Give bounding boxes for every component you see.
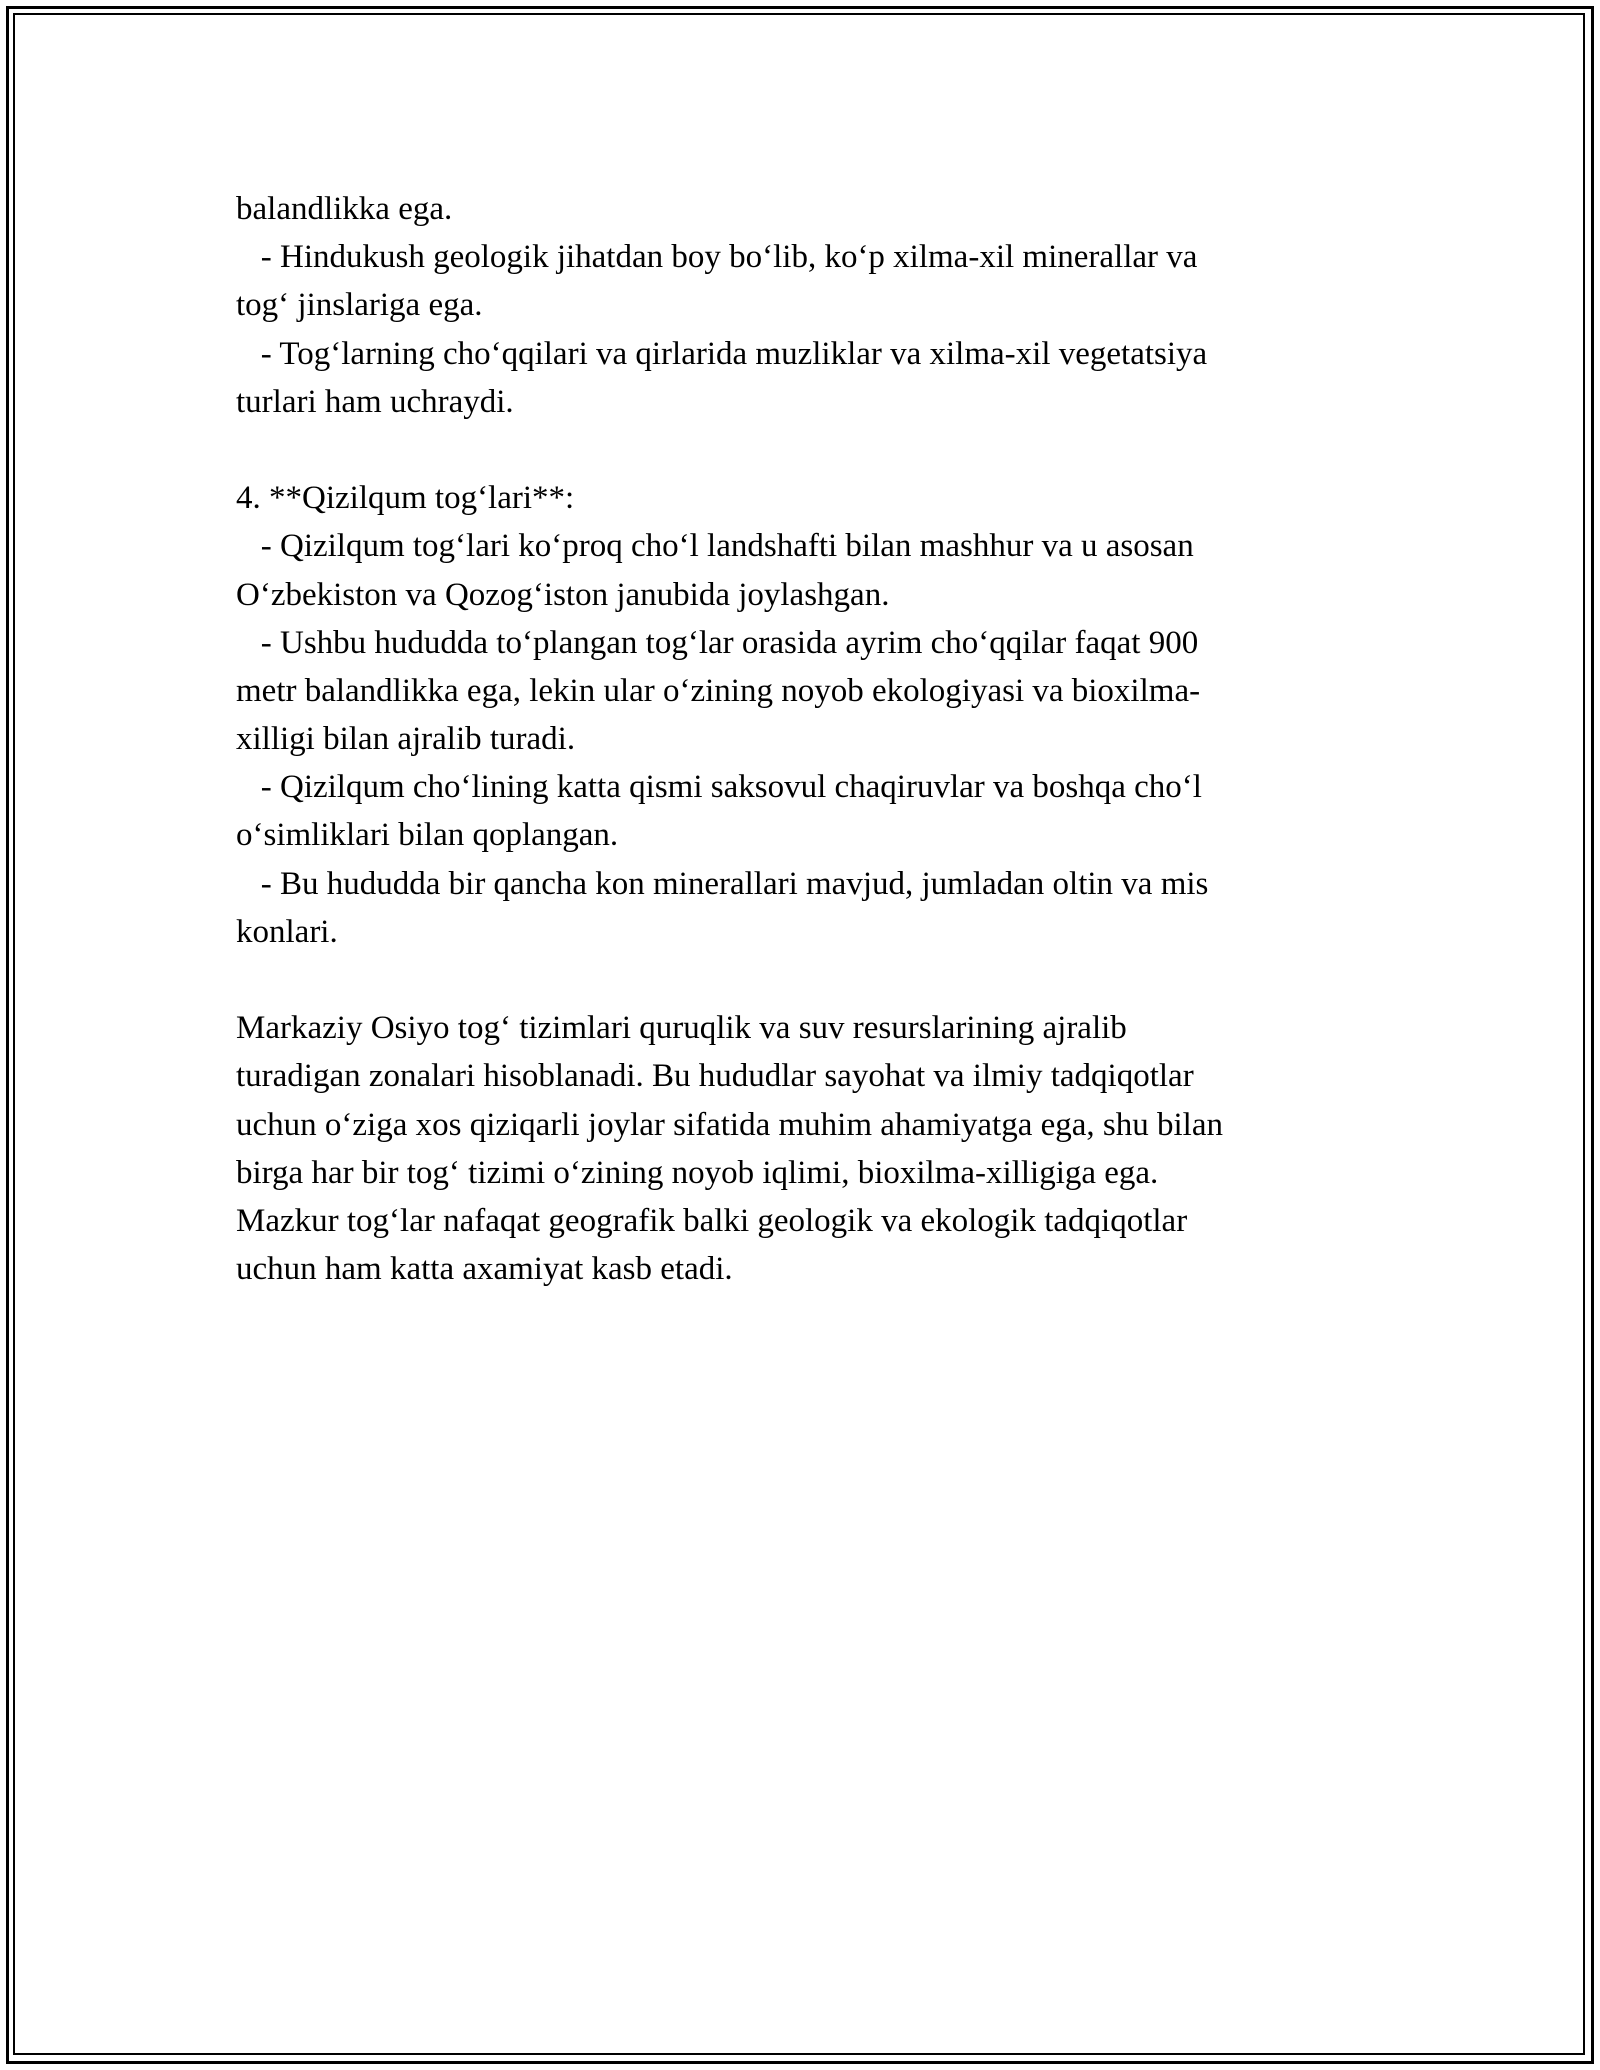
- blank-line: [236, 426, 1376, 474]
- section-heading: 4. **Qizilqum tog‘lari**:: [236, 480, 575, 517]
- text-line: balandlikka ega.: [236, 191, 453, 227]
- document-body: [236, 185, 1376, 1293]
- text-line: turlari ham uchraydi.: [236, 383, 514, 420]
- text-line: - Ushbu hududda to‘plangan tog‘lar orasida ayrim cho‘qqilar faqat 900: [236, 624, 1199, 661]
- text-line: tog‘ jinslariga ega.: [236, 287, 483, 324]
- text-line: - Qizilqum cho‘lining katta qismi saksovul chaqiruvlar va boshqa cho‘l: [236, 769, 1202, 806]
- text-line: o‘simliklari bilan qoplangan.: [236, 817, 619, 854]
- text-line: O‘zbekiston va Qozog‘iston janubida joylashgan.: [236, 576, 890, 613]
- conclusion-line: turadigan zonalari hisoblanadi. Bu hududlar sayohat va ilmiy tadqiqotlar: [236, 1058, 1194, 1095]
- text-line: - Bu hududda bir qancha kon minerallari mavjud, jumladan oltin va mis: [236, 865, 1209, 902]
- text-line: metr balandlikka ega, lekin ular o‘zining noyob ekologiyasi va bioxilma-: [236, 672, 1201, 709]
- text-line: - Hindukush geologik jihatdan boy bo‘lib, ko‘p xilma-xil minerallar va: [236, 239, 1198, 276]
- text-line: - Tog‘larning cho‘qqilari va qirlarida muzliklar va xilma-xil vegetatsiya: [236, 335, 1208, 372]
- conclusion-line: uchun o‘ziga xos qiziqarli joylar sifatida muhim ahamiyatga ega, shu bilan: [236, 1106, 1223, 1143]
- conclusion-line: uchun ham katta axamiyat kasb etadi.: [236, 1251, 733, 1288]
- conclusion-line: birga har bir tog‘ tizimi o‘zining noyob iqlimi, bioxilma-xilligiga ega.: [236, 1154, 1159, 1191]
- conclusion-line: Mazkur tog‘lar nafaqat geografik balki geologik va ekologik tadqiqotlar: [236, 1202, 1188, 1239]
- conclusion-line: Markaziy Osiyo tog‘ tizimlari quruqlik va suv resurslarining ajralib: [236, 1010, 1127, 1047]
- text-line: xilligi bilan ajralib turadi.: [236, 721, 576, 758]
- blank-line: [236, 956, 1376, 1004]
- text-line: - Qizilqum tog‘lari ko‘proq cho‘l landshafti bilan mashhur va u asosan: [236, 528, 1194, 565]
- text-line: konlari.: [236, 913, 338, 950]
